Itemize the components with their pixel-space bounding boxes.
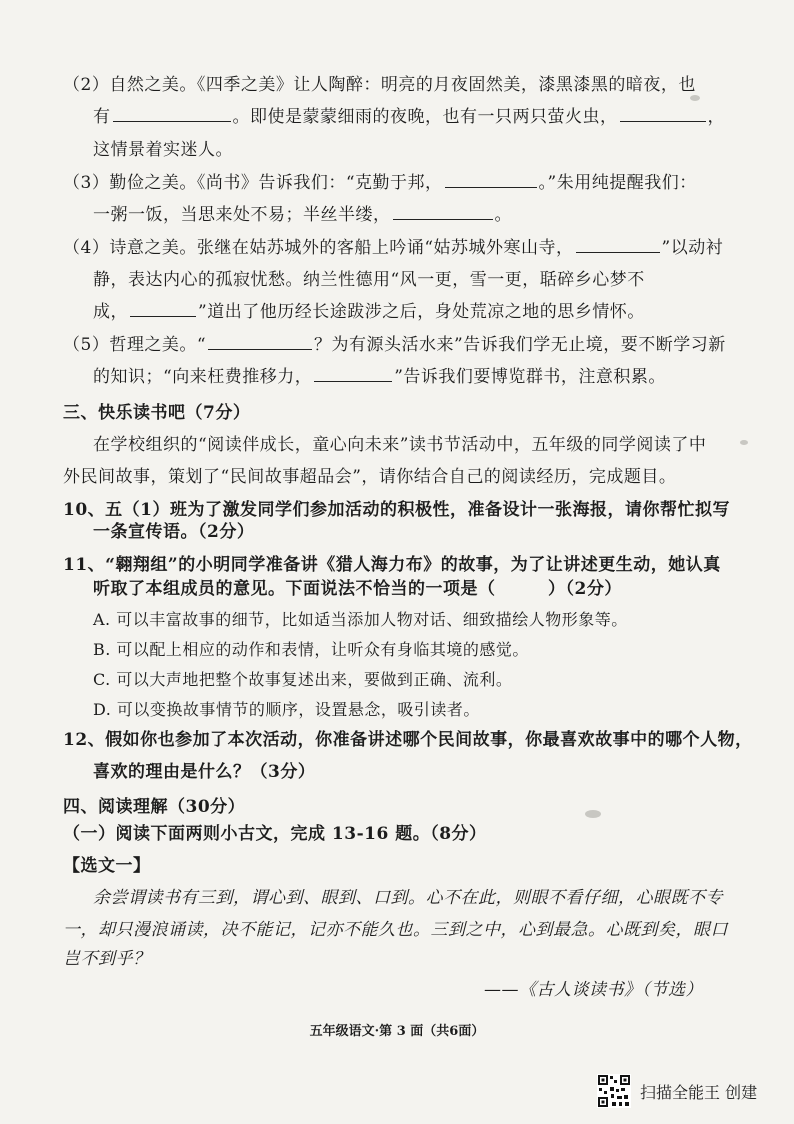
- passage-line: 余尝谓读书有三到，谓心到、眼到、口到。心不在此，则眼不看仔细，心眼既不专: [93, 888, 723, 908]
- option-a[interactable]: A. 可以丰富故事的细节，比如适当添加人物对话、细致描绘人物形象等。: [93, 610, 628, 629]
- section-3-intro: 在学校组织的“阅读伴成长，童心向未来”读书节活动中，五年级的同学阅读了中: [93, 435, 707, 455]
- question-12: 喜欢的理由是什么？（3分）: [93, 762, 316, 782]
- q5-line-3: 这情景着实迷人。: [93, 140, 233, 160]
- text: 有: [93, 107, 111, 127]
- question-11: 11、“翱翔组”的小明同学准备讲《猎人海力布》的故事，为了让讲述更生动，她认真: [63, 555, 721, 575]
- section-3-intro: 外民间故事，策划了“民间故事超品会”，请你结合自己的阅读经历，完成题目。: [63, 467, 677, 487]
- question-12: 12、假如你也参加了本次活动，你准备讲述哪个民间故事，你最喜欢故事中的哪个人物，: [63, 730, 753, 750]
- text: 。”朱用纯提醒我们：: [538, 173, 697, 193]
- qr-code-icon: [597, 1074, 631, 1108]
- answer-blank[interactable]: [393, 205, 493, 220]
- text: 成，: [93, 302, 128, 322]
- text: ”以动衬: [661, 238, 724, 258]
- text: 。即使是蒙蒙细雨的夜晚，也有一只两只萤火虫，: [232, 107, 618, 127]
- q5-line-5: [93, 203, 512, 227]
- q5-line-8: [93, 300, 645, 324]
- excerpt-label: 【选文一】: [63, 856, 151, 876]
- section-4-sub: （一）阅读下面两则小古文，完成 13-16 题。（8分）: [63, 824, 487, 844]
- scan-speck: [585, 810, 601, 818]
- q5-line-6: [63, 236, 723, 260]
- q5-line-9: [63, 333, 726, 357]
- text: 一粥一饭，当思来处不易；半丝半缕，: [93, 205, 391, 225]
- question-10: 一条宣传语。（2分）: [93, 522, 255, 542]
- answer-blank[interactable]: [130, 302, 196, 317]
- q5-line-10: [93, 365, 666, 389]
- text: 。: [494, 205, 512, 225]
- q5-line-4: [63, 171, 697, 195]
- scan-speck: [690, 95, 700, 101]
- text: （2）自然之美。《四季之美》让人陶醉：明亮的月夜固然美，漆黑漆黑的暗夜，也: [63, 75, 696, 95]
- section-4-title: 四、阅读理解（30分）: [63, 797, 246, 817]
- answer-blank[interactable]: [620, 107, 706, 122]
- text: ？为有源头活水来”告诉我们学无止境，要不断学习新: [314, 335, 726, 355]
- passage-line: 岂不到乎？: [63, 949, 151, 969]
- page-footer: 五年级语文·第 3 面（共6面）: [309, 1024, 485, 1039]
- answer-blank[interactable]: [113, 107, 231, 122]
- text: 的知识；“向来枉费推移力，: [93, 367, 313, 387]
- q5-line-2: [93, 105, 725, 129]
- text: （5）哲理之美。“: [63, 335, 207, 355]
- answer-blank[interactable]: [576, 238, 660, 253]
- text: ”告诉我们要博览群书，注意积累。: [394, 367, 666, 387]
- scanner-brand: 扫描全能王 创建: [640, 1083, 758, 1102]
- q5-line-7: 静，表达内心的孤寂忧愁。纳兰性德用“风一更，雪一更，聒碎乡心梦不: [93, 270, 645, 290]
- option-b[interactable]: B. 可以配上相应的动作和表情，让听众有身临其境的感觉。: [93, 640, 529, 659]
- text: （3）勤俭之美。《尚书》告诉我们：“克勤于邦，: [63, 173, 443, 193]
- answer-blank[interactable]: [208, 335, 312, 350]
- scan-speck: [740, 440, 748, 445]
- answer-blank[interactable]: [445, 173, 537, 188]
- answer-blank[interactable]: [314, 367, 392, 382]
- text: （4）诗意之美。张继在姑苏城外的客船上吟诵“姑苏城外寒山寺，: [63, 238, 574, 258]
- option-d[interactable]: D. 可以变换故事情节的顺序，设置悬念，吸引读者。: [93, 700, 480, 719]
- q5-line-1: [63, 73, 696, 97]
- section-3-title: 三、快乐读书吧（7分）: [63, 403, 251, 423]
- option-c[interactable]: C. 可以大声地把整个故事复述出来，要做到正确、流利。: [93, 670, 513, 689]
- text: ，: [707, 107, 725, 127]
- question-10: 10、五（1）班为了激发同学们参加活动的积极性，准备设计一张海报，请你帮忙拟写: [63, 500, 730, 520]
- text: ”道出了他历经长途跋涉之后，身处荒凉之地的思乡情怀。: [198, 302, 645, 322]
- question-11: 听取了本组成员的意见。下面说法不恰当的一项是（ ）（2分）: [93, 579, 622, 599]
- passage-line: 一，却只漫浪诵读，决不能记，记亦不能久也。三到之中，心到最急。心既到矣，眼口: [63, 920, 728, 940]
- passage-source: ——《古人谈读书》（节选）: [484, 980, 703, 1000]
